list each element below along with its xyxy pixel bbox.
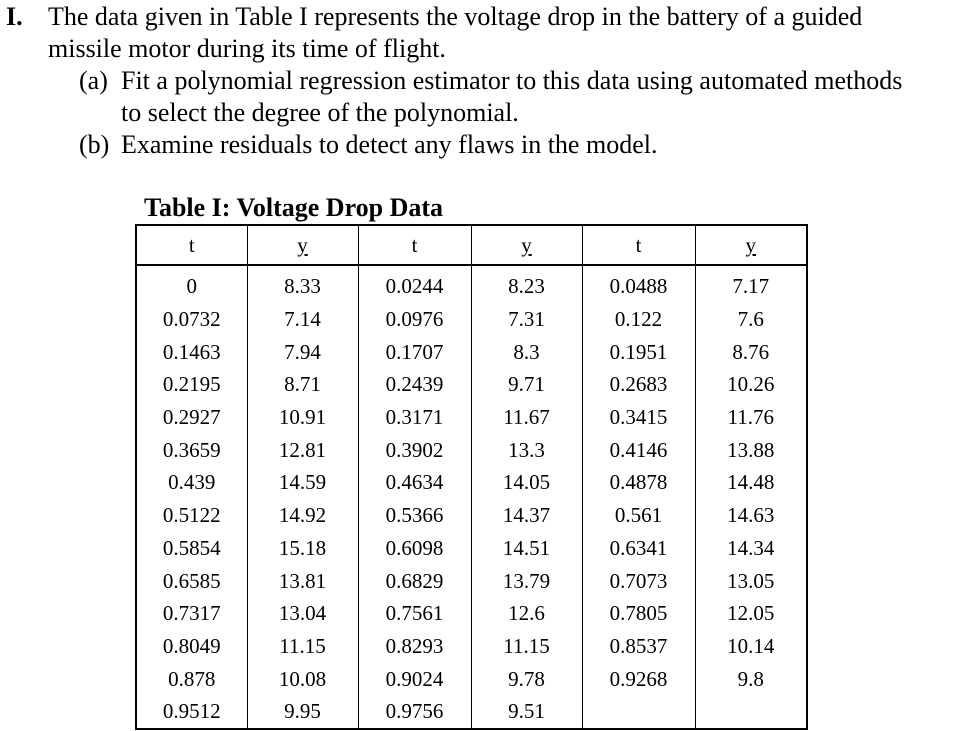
table-cell: 0.7073	[582, 564, 695, 597]
table-row	[136, 630, 807, 663]
table-cell: 0.8293	[358, 630, 471, 663]
header-t-2: t	[358, 225, 471, 265]
table-cell: 7.94	[247, 335, 358, 368]
table-cell: 0.9268	[582, 662, 695, 695]
table-cell: 0.561	[582, 499, 695, 532]
part-a-line-1: Fit a polynomial regression estimator to this data using automated methods	[121, 66, 903, 95]
table-row	[136, 695, 807, 729]
table-cell: 13.81	[247, 564, 358, 597]
table-cell: 14.59	[247, 466, 358, 499]
table-cell: 0.3171	[358, 401, 471, 434]
table-cell: 0.9512	[136, 695, 247, 729]
table-cell: 11.15	[471, 630, 582, 663]
table-cell: 0.1951	[582, 335, 695, 368]
table-cell: 12.05	[695, 597, 807, 630]
table-cell: 13.3	[471, 433, 582, 466]
table-cell: 0.7805	[582, 597, 695, 630]
table-row	[136, 265, 807, 303]
table-cell: 0.2683	[582, 368, 695, 401]
table-cell: 14.63	[695, 499, 807, 532]
table-cell	[695, 695, 807, 729]
table-cell: 0.5122	[136, 499, 247, 532]
table-cell: 7.14	[247, 303, 358, 336]
table-cell: 10.26	[695, 368, 807, 401]
table-cell: 0.9756	[358, 695, 471, 729]
table-row	[136, 662, 807, 695]
table-cell: 11.76	[695, 401, 807, 434]
table-cell: 0.878	[136, 662, 247, 695]
table-cell: 0.0976	[358, 303, 471, 336]
table-row	[136, 368, 807, 401]
table-cell: 9.95	[247, 695, 358, 729]
table-row	[136, 335, 807, 368]
table-cell: 9.71	[471, 368, 582, 401]
header-y-2: y	[471, 225, 582, 265]
table-cell: 14.92	[247, 499, 358, 532]
table-title: Table I: Voltage Drop Data	[144, 193, 444, 222]
table-cell: 9.8	[695, 662, 807, 695]
table-cell: 14.05	[471, 466, 582, 499]
table-cell: 0.0488	[582, 265, 695, 303]
table-cell: 0.3415	[582, 401, 695, 434]
table-row	[136, 303, 807, 336]
intro-line-2: missile motor during its time of flight.	[48, 34, 446, 63]
table-cell: 8.3	[471, 335, 582, 368]
header-y-3: y	[695, 225, 807, 265]
table-cell	[582, 695, 695, 729]
table-cell: 10.08	[247, 662, 358, 695]
voltage-drop-table	[135, 224, 808, 730]
header-t-1: t	[136, 225, 247, 265]
table-cell: 14.34	[695, 532, 807, 565]
table-cell: 14.51	[471, 532, 582, 565]
table-cell: 0.0244	[358, 265, 471, 303]
table-cell: 12.6	[471, 597, 582, 630]
table-cell: 12.81	[247, 433, 358, 466]
problem-number: I.	[6, 2, 23, 31]
table-cell: 7.17	[695, 265, 807, 303]
table-cell: 8.33	[247, 265, 358, 303]
table-cell: 0.4146	[582, 433, 695, 466]
table-cell: 0.4878	[582, 466, 695, 499]
table-row	[136, 401, 807, 434]
table-cell: 0.8537	[582, 630, 695, 663]
table-cell: 11.15	[247, 630, 358, 663]
table-cell: 8.23	[471, 265, 582, 303]
table-cell: 9.51	[471, 695, 582, 729]
table-row	[136, 499, 807, 532]
table-cell: 0.6829	[358, 564, 471, 597]
table-cell: 8.71	[247, 368, 358, 401]
table-cell: 0.3902	[358, 433, 471, 466]
table-cell: 9.78	[471, 662, 582, 695]
table-cell: 0.2439	[358, 368, 471, 401]
table-row	[136, 433, 807, 466]
table-row	[136, 532, 807, 565]
table-cell: 0.9024	[358, 662, 471, 695]
table-cell: 0.5366	[358, 499, 471, 532]
header-y-1: y	[247, 225, 358, 265]
table-cell: 0.3659	[136, 433, 247, 466]
table-cell: 15.18	[247, 532, 358, 565]
table-cell: 0.2195	[136, 368, 247, 401]
table-cell: 0.6585	[136, 564, 247, 597]
table-cell: 14.48	[695, 466, 807, 499]
table-cell: 0.2927	[136, 401, 247, 434]
table-cell: 0.4634	[358, 466, 471, 499]
part-b-line-1: Examine residuals to detect any flaws in the model.	[121, 130, 658, 159]
table-body	[136, 265, 807, 729]
table-header-row	[136, 225, 807, 265]
table-cell: 0.7317	[136, 597, 247, 630]
table-cell: 0.439	[136, 466, 247, 499]
table-cell: 0	[136, 265, 247, 303]
table-cell: 0.8049	[136, 630, 247, 663]
intro-line-1: The data given in Table I represents the voltage drop in the battery of a guided	[48, 2, 863, 31]
table-cell: 0.6098	[358, 532, 471, 565]
part-a-line-2: to select the degree of the polynomial.	[121, 98, 519, 127]
table-cell: 13.79	[471, 564, 582, 597]
table-cell: 13.04	[247, 597, 358, 630]
table-cell: 7.6	[695, 303, 807, 336]
table-cell: 0.7561	[358, 597, 471, 630]
table-cell: 0.122	[582, 303, 695, 336]
table-row	[136, 597, 807, 630]
table-cell: 8.76	[695, 335, 807, 368]
table-cell: 13.88	[695, 433, 807, 466]
table-cell: 10.91	[247, 401, 358, 434]
part-b-label: (b)	[79, 130, 110, 159]
table-cell: 10.14	[695, 630, 807, 663]
table-cell: 0.6341	[582, 532, 695, 565]
table-cell: 0.5854	[136, 532, 247, 565]
table-cell: 13.05	[695, 564, 807, 597]
table-cell: 0.1707	[358, 335, 471, 368]
part-a-label: (a)	[79, 66, 108, 95]
table-cell: 11.67	[471, 401, 582, 434]
table-cell: 0.0732	[136, 303, 247, 336]
table-cell: 14.37	[471, 499, 582, 532]
table-cell: 0.1463	[136, 335, 247, 368]
table-row	[136, 466, 807, 499]
table-row	[136, 564, 807, 597]
table-cell: 7.31	[471, 303, 582, 336]
header-t-3: t	[582, 225, 695, 265]
